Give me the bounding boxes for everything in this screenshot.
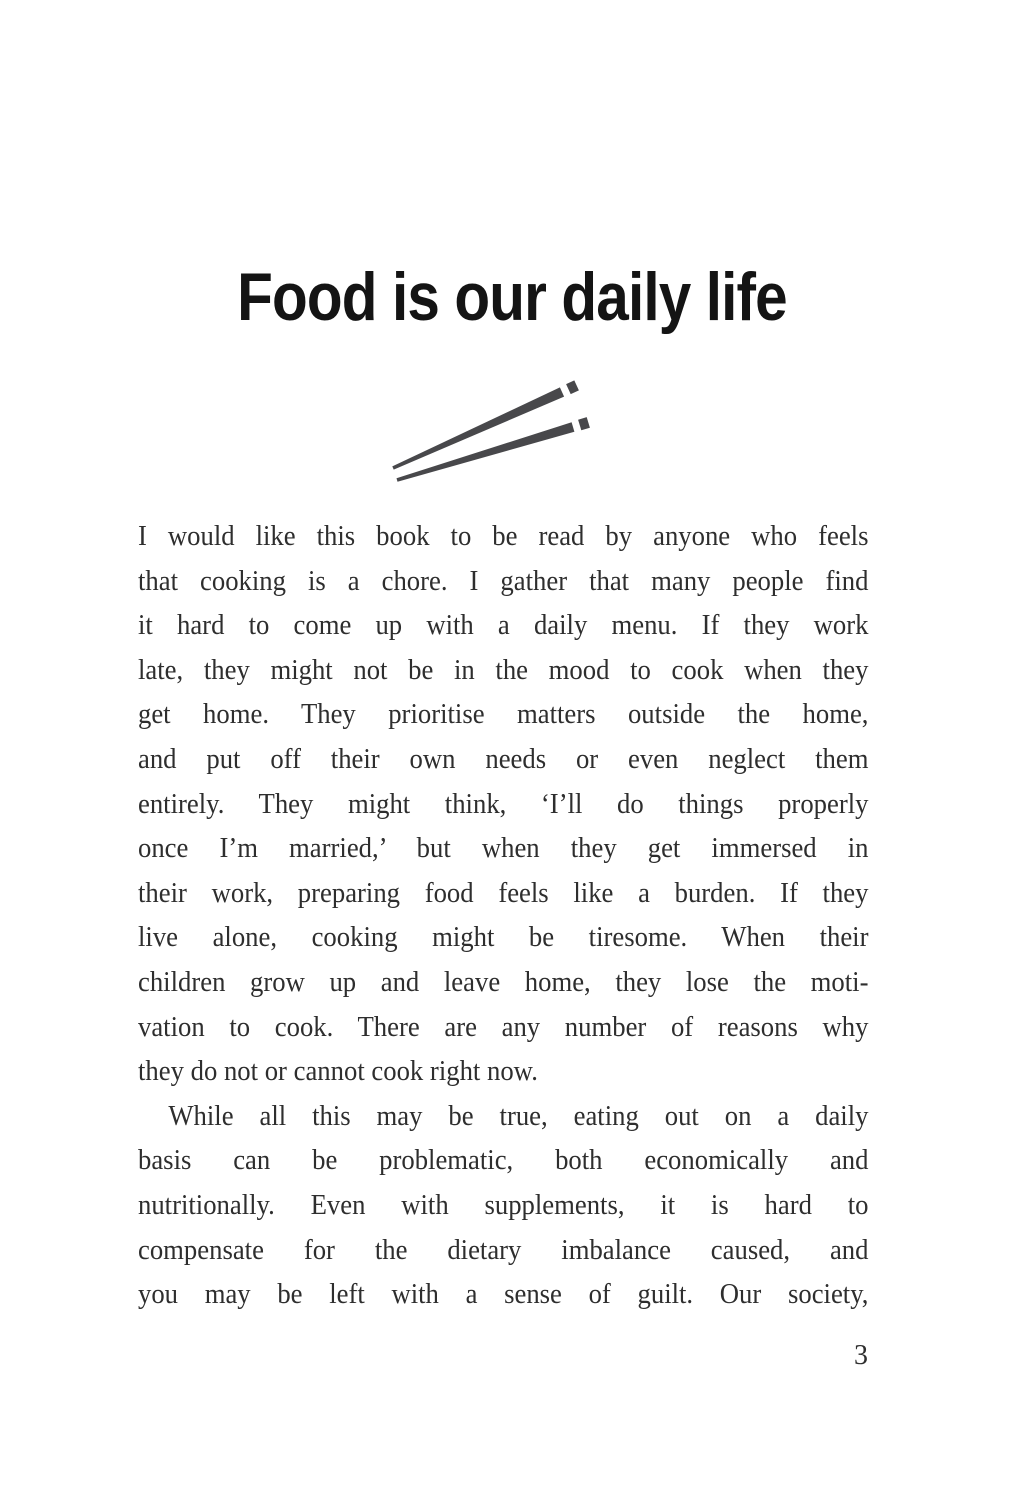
body-line: I would like this book to be read by anyone who feels (138, 520, 869, 552)
body-line: live alone, cooking might be tiresome. When their (138, 921, 869, 954)
body-line: compensate for the dietary imbalance caused, and (138, 1233, 869, 1266)
body-line: they do not or cannot cook right now. (138, 1055, 538, 1088)
body-line: entirely. They might think, ‘I’ll do things properly (138, 787, 869, 820)
body-line: it hard to come up with a daily menu. If they work (138, 609, 869, 642)
body-line: you may be left with a sense of guilt. Our society, (138, 1278, 869, 1311)
body-line: that cooking is a chore. I gather that many people find (138, 564, 869, 597)
chopsticks-illustration (340, 350, 700, 520)
chapter-title: Food is our daily life (237, 259, 787, 335)
body-line: and put off their own needs or even neglect them (138, 742, 869, 775)
body-line: vation to cook. There are any number of reasons why (138, 1010, 869, 1043)
body-text (138, 514, 868, 1317)
body-line: late, they might not be in the mood to cook when they (138, 653, 869, 686)
body-line: children grow up and leave home, they lose the moti- (138, 965, 869, 998)
chopstick-upper-cap (566, 380, 579, 394)
body-line: basis can be problematic, both economically and (138, 1144, 869, 1177)
body-line: While all this may be true, eating out on a daily (168, 1099, 869, 1132)
body-line: their work, preparing food feels like a burden. If they (138, 876, 869, 909)
body-line: once I’m married,’ but when they get immersed in (138, 832, 869, 865)
body-line: nutritionally. Even with supplements, it is hard to (138, 1188, 869, 1221)
page-number: 3 (854, 1340, 868, 1371)
body-line: get home. They prioritise matters outside the home, (138, 698, 869, 731)
chopstick-lower-cap (578, 417, 590, 430)
